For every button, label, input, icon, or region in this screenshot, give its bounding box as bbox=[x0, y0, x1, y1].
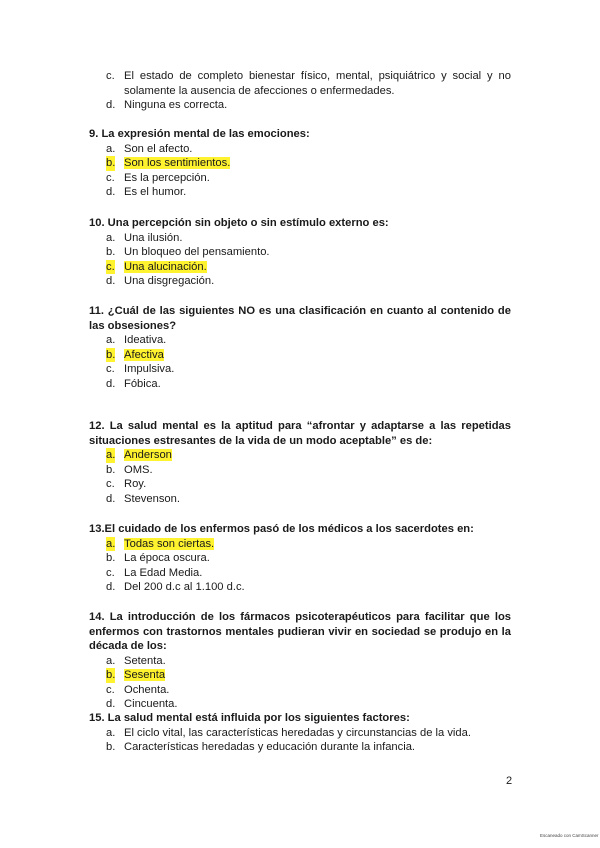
option-list bbox=[89, 448, 511, 506]
question-15 bbox=[89, 711, 511, 755]
option-text: Es el humor. bbox=[124, 186, 187, 198]
option-text: El ciclo vital, las características heredadas y circunstancias de la vida. bbox=[124, 726, 471, 739]
option-a: a. Son el afecto. bbox=[106, 142, 193, 155]
option-a: a. El ciclo vital, las características heredadas y circunstancias de la vida. bbox=[106, 726, 471, 739]
option-text: Características heredadas y educación durante la infancia. bbox=[124, 741, 416, 753]
question-title: 11. ¿Cuál de las siguientes NO es una clasificación en cuanto al contenido de las obsesiones? bbox=[89, 305, 511, 332]
option-c: c. Impulsiva. bbox=[106, 363, 175, 375]
option-text-highlighted: Son los sentimientos. bbox=[124, 157, 231, 169]
option-a: a. Todas son ciertas. bbox=[106, 537, 215, 550]
option-text: Son el afecto. bbox=[124, 142, 193, 155]
option-b: b. Son los sentimientos. bbox=[106, 157, 231, 169]
option-a: a. Una ilusión. bbox=[106, 231, 183, 244]
option-list bbox=[89, 69, 511, 113]
option-a: a. Setenta. bbox=[106, 654, 166, 667]
option-c: c. Una alucinación. bbox=[106, 260, 207, 273]
option-c: c. El estado de completo bienestar físico, mental, psiquiátrico y social y no solamente la ausencia de afecciones o enfermedades. bbox=[106, 70, 511, 97]
option-text-highlighted: Afectiva bbox=[124, 348, 164, 361]
option-list bbox=[89, 654, 511, 712]
option-c: c. Roy. bbox=[106, 478, 147, 490]
option-text: Una ilusión. bbox=[124, 231, 183, 244]
option-text: OMS. bbox=[124, 463, 153, 476]
question-12 bbox=[89, 419, 511, 506]
scanner-watermark: Escaneado con CamScanner bbox=[540, 833, 599, 838]
option-text: La época oscura. bbox=[124, 552, 210, 564]
page-number: 2 bbox=[506, 775, 513, 787]
option-d: d. Stevenson. bbox=[106, 492, 180, 505]
option-text: La Edad Media. bbox=[124, 566, 203, 579]
option-text: Una disgregación. bbox=[124, 275, 215, 287]
option-a: a. Anderson bbox=[106, 449, 172, 461]
option-b: b. Sesenta bbox=[106, 669, 166, 681]
option-list bbox=[89, 333, 511, 391]
question-11 bbox=[89, 304, 511, 391]
question-title: 15. La salud mental está influida por los siguientes factores: bbox=[89, 712, 410, 724]
option-text: Setenta. bbox=[124, 654, 166, 667]
option-a: a. Ideativa. bbox=[106, 334, 167, 346]
option-d: d. Es el humor. bbox=[106, 186, 187, 198]
option-list bbox=[89, 726, 511, 755]
question-title: 12. La salud mental es la aptitud para “afrontar y adaptarse a las repetidas situaciones estresantes de la vida de un modo aceptable” es de: bbox=[89, 420, 511, 447]
option-list bbox=[89, 537, 511, 595]
question-title: 14. La introducción de los fármacos psicoterapéuticos para facilitar que los enfermos con trastornos mentales pudieran vivir en sociedad se produjo en la década de los: bbox=[89, 611, 511, 652]
option-b: b. Un bloqueo del pensamiento. bbox=[106, 246, 270, 258]
option-c: c. Ochenta. bbox=[106, 683, 170, 696]
option-b: b. Características heredadas y educación durante la infancia. bbox=[106, 741, 416, 753]
option-text: Un bloqueo del pensamiento. bbox=[124, 246, 270, 258]
question-14 bbox=[89, 610, 511, 712]
option-d: d. Una disgregación. bbox=[106, 275, 215, 287]
option-b: b. Afectiva bbox=[106, 348, 164, 361]
question-8-continuation bbox=[89, 69, 511, 113]
option-text: Stevenson. bbox=[124, 492, 180, 505]
option-text: El estado de completo bienestar físico, mental, psiquiátrico y social y no solamente la ausencia de afecciones o enfermedades. bbox=[124, 70, 511, 97]
option-text: Ochenta. bbox=[124, 683, 170, 696]
option-text: Del 200 d.c al 1.100 d.c. bbox=[124, 581, 245, 593]
option-text-highlighted: Todas son ciertas. bbox=[124, 537, 215, 550]
option-text: Cincuenta. bbox=[124, 698, 178, 710]
option-c: c. Es la percepción. bbox=[106, 171, 210, 184]
option-c: c. La Edad Media. bbox=[106, 566, 203, 579]
option-text-highlighted: Sesenta bbox=[124, 669, 166, 681]
question-10 bbox=[89, 216, 511, 289]
option-d: d. Fóbica. bbox=[106, 377, 161, 390]
option-text-highlighted: Una alucinación. bbox=[124, 260, 207, 273]
question-13 bbox=[89, 522, 511, 595]
option-list bbox=[89, 231, 511, 289]
option-list bbox=[89, 142, 511, 200]
option-text: Ninguna es correcta. bbox=[124, 99, 228, 111]
question-9 bbox=[89, 127, 511, 200]
option-text: Es la percepción. bbox=[124, 171, 210, 184]
question-title: 9. La expresión mental de las emociones: bbox=[89, 128, 310, 140]
question-title: 13.El cuidado de los enfermos pasó de los médicos a los sacerdotes en: bbox=[89, 523, 474, 535]
option-text-highlighted: Anderson bbox=[124, 449, 172, 461]
option-d: d. Ninguna es correcta. bbox=[106, 99, 228, 111]
option-text: Impulsiva. bbox=[124, 363, 175, 375]
question-title: 10. Una percepción sin objeto o sin estímulo externo es: bbox=[89, 217, 389, 229]
option-b: b. OMS. bbox=[106, 463, 153, 476]
option-d: d. Cincuenta. bbox=[106, 698, 178, 710]
option-d: d. Del 200 d.c al 1.100 d.c. bbox=[106, 581, 245, 593]
option-b: b. La época oscura. bbox=[106, 552, 210, 564]
option-text: Ideativa. bbox=[124, 334, 167, 346]
option-text: Roy. bbox=[124, 478, 147, 490]
option-text: Fóbica. bbox=[124, 377, 161, 390]
